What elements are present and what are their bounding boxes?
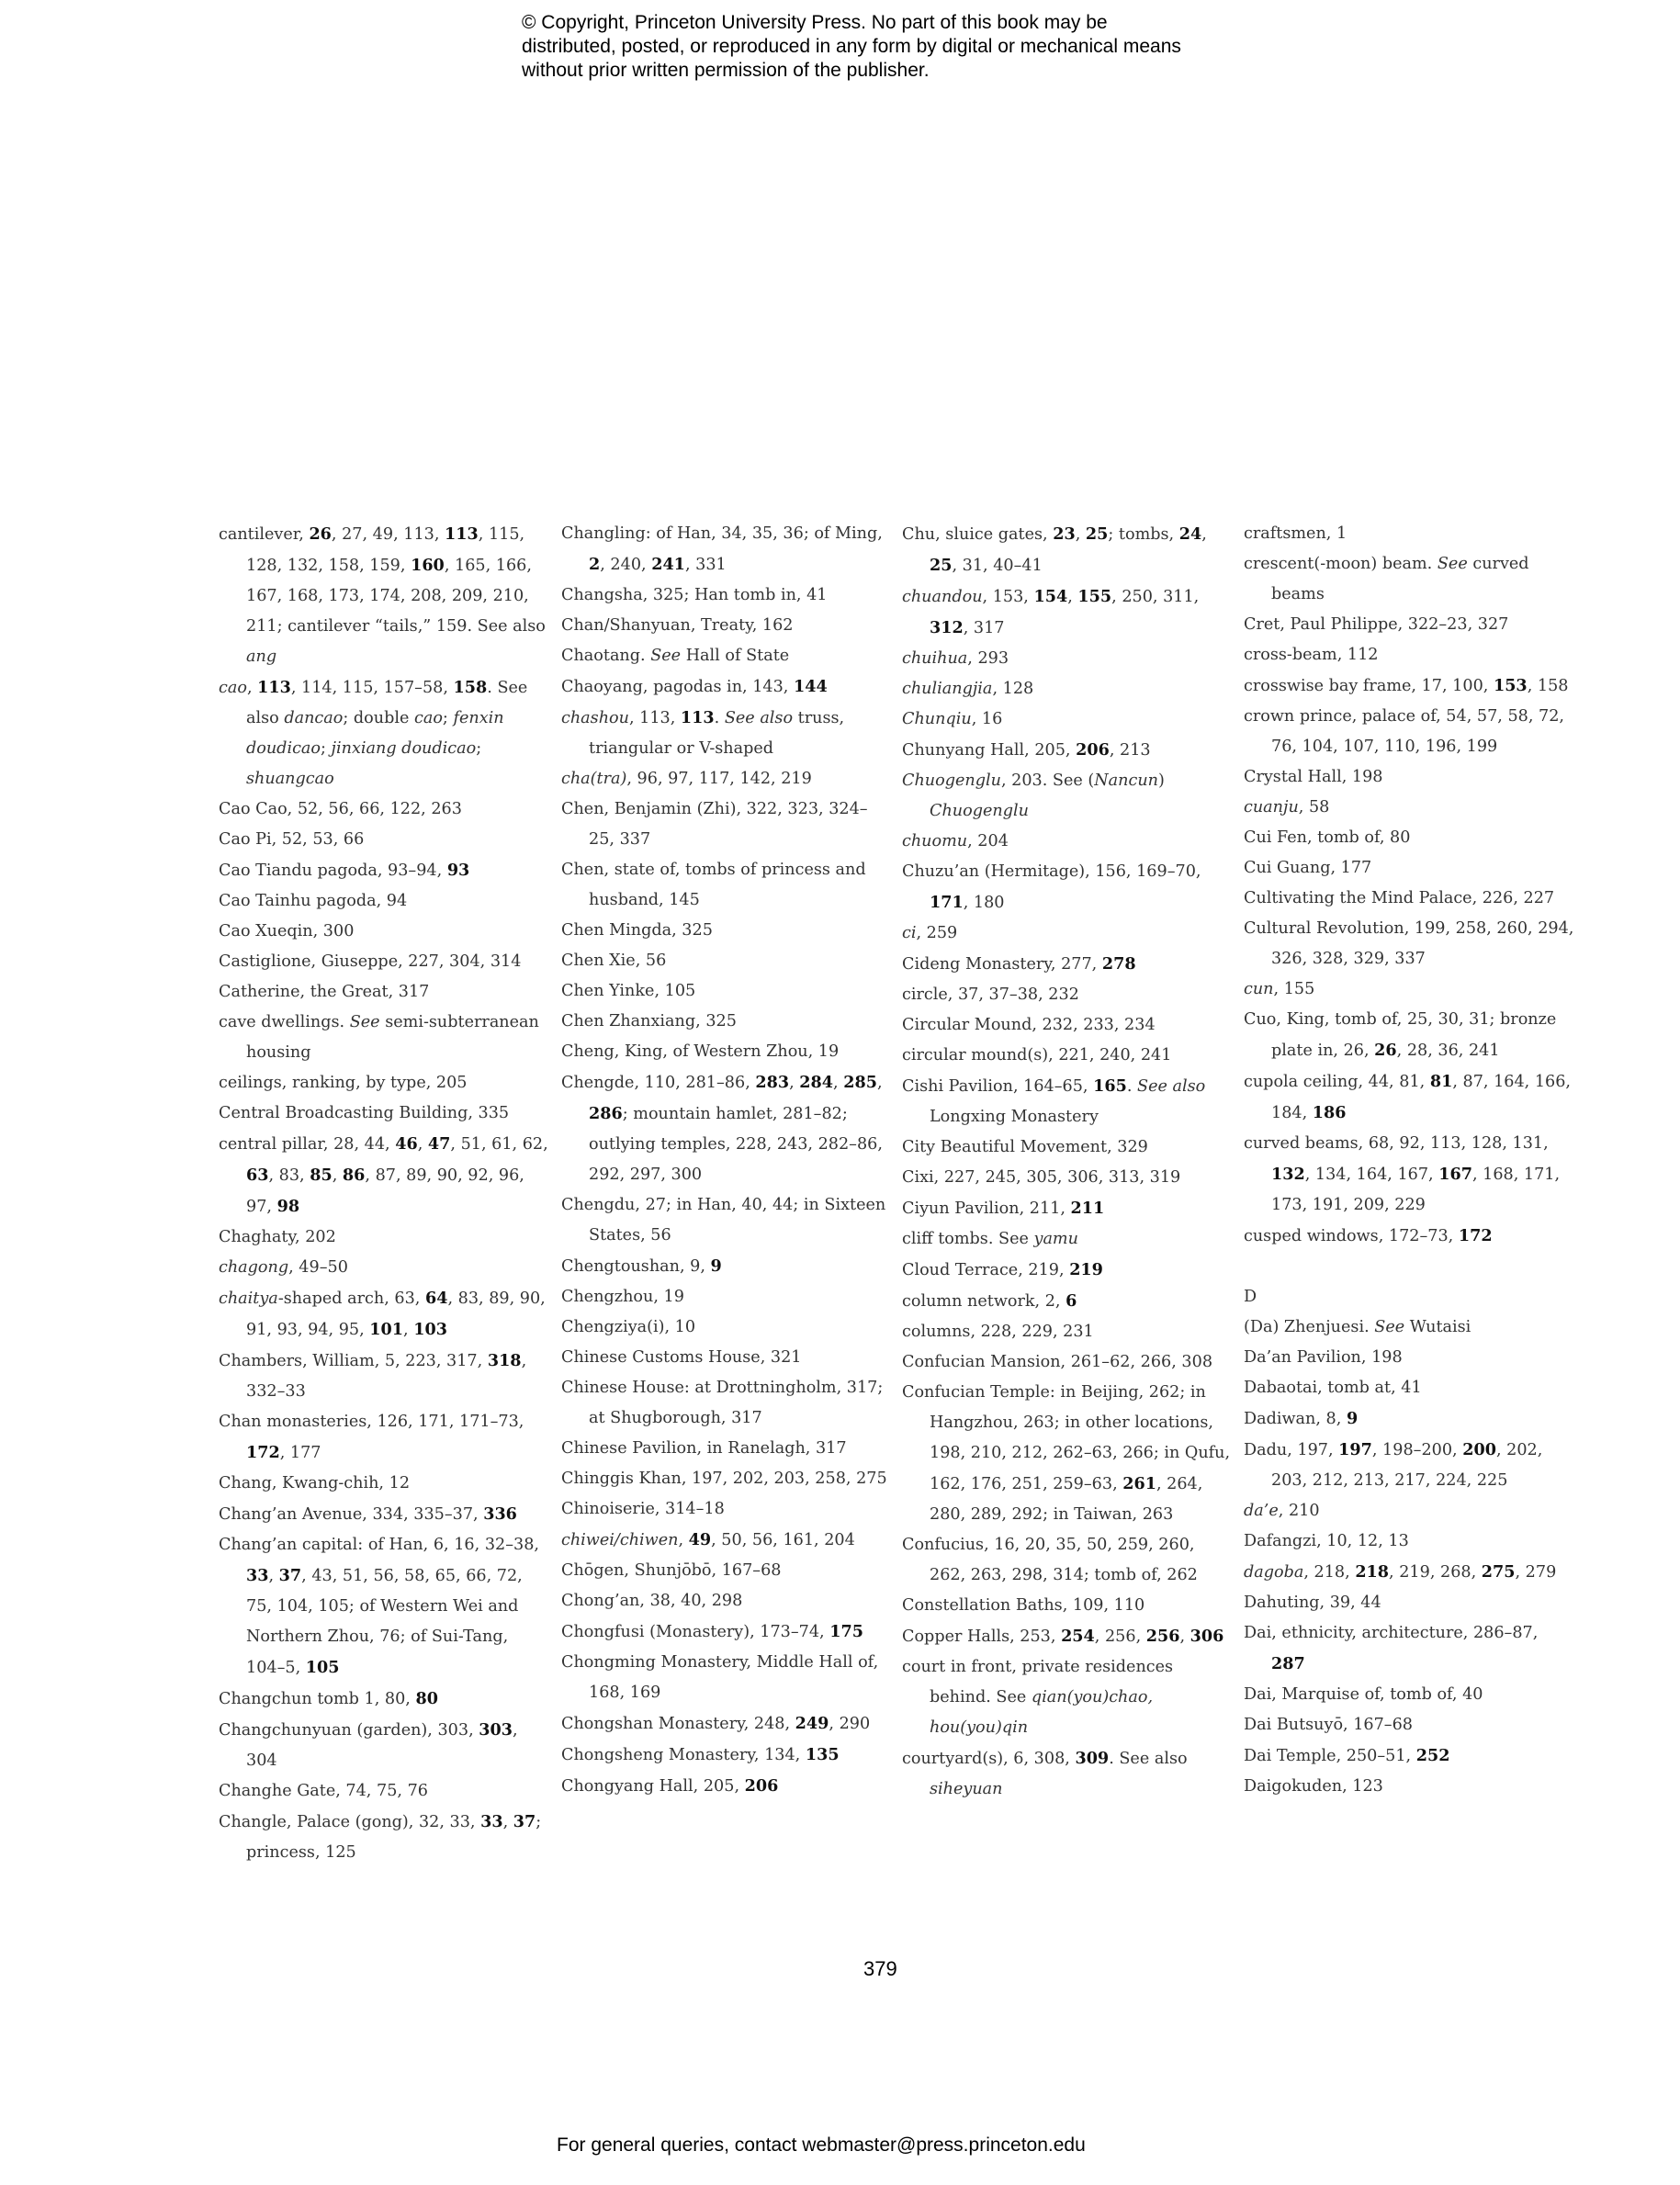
index-entry: cliff tombs. See yamu	[902, 1230, 1078, 1248]
index-entry: Dabaotai, tomb at, 41	[1244, 1379, 1422, 1397]
index-entry: Cret, Paul Philippe, 322–23, 327	[1244, 615, 1509, 634]
index-entry: Chongsheng Monastery, 134, 135	[561, 1745, 840, 1764]
index-entry: Chongyang Hall, 205, 206	[561, 1776, 779, 1796]
index-entry: Chengziya(i), 10	[561, 1318, 696, 1336]
index-entry: Cishi Pavilion, 164–65, 165. See also Longxing Monastery	[902, 1076, 1206, 1126]
index-entry: Chuzu’an (Hermitage), 156, 169–70, 171, 180	[902, 862, 1201, 912]
index-entry: cuanju, 58	[1244, 798, 1330, 817]
index-entry: central pillar, 28, 44, 46, 47, 51, 61, 62, 63, 83, 85, 86, 87, 89, 90, 92, 96, 97, 98	[219, 1134, 548, 1216]
index-entry: cusped windows, 172–73, 172	[1244, 1226, 1493, 1245]
index-entry: City Beautiful Movement, 329	[902, 1138, 1148, 1156]
index-entry: Catherine, the Great, 317	[219, 983, 430, 1001]
index-entry: Chongfusi (Monastery), 173–74, 175	[561, 1622, 863, 1641]
index-entry: Dai Temple, 250–51, 252	[1244, 1746, 1450, 1765]
index-entry: Changchun tomb 1, 80, 80	[219, 1689, 438, 1708]
index-entry: cave dwellings. See semi-subterranean housing	[219, 1013, 539, 1062]
index-entry: Copper Halls, 253, 254, 256, 256, 306	[902, 1627, 1224, 1646]
index-entry: Chunqiu, 16	[902, 710, 1003, 728]
index-entry: cha(tra), 96, 97, 117, 142, 219	[561, 770, 812, 788]
index-entry: courtyard(s), 6, 308, 309. See also siheyuan	[902, 1749, 1188, 1798]
index-entry: chagong, 49–50	[219, 1258, 348, 1277]
index-entry: chuihua, 293	[902, 649, 1009, 668]
index-entry: Daigokuden, 123	[1244, 1777, 1383, 1796]
index-entry: chaitya-shaped arch, 63, 64, 83, 89, 90, 91, 93, 94, 95, 101, 103	[219, 1289, 546, 1339]
index-entry: ci, 259	[902, 924, 958, 942]
index-entry: Changling: of Han, 34, 35, 36; of Ming, 2, 240, 241, 331	[561, 524, 883, 574]
index-entry: curved beams, 68, 92, 113, 128, 131, 132, 134, 164, 167, 167, 168, 171, 173, 191, 209, 229	[1244, 1134, 1561, 1214]
index-entry: Central Broadcasting Building, 335	[219, 1104, 510, 1122]
index-entry: Chen Yinke, 105	[561, 982, 696, 1000]
index-entry: Constellation Baths, 109, 110	[902, 1596, 1145, 1615]
index-entry: Confucian Mansion, 261–62, 266, 308	[902, 1353, 1213, 1371]
index-entry: Chambers, William, 5, 223, 317, 318, 332–33	[219, 1351, 527, 1401]
index-entry: craftsmen, 1	[1244, 524, 1347, 543]
index-entry: Chaotang. See Hall of State	[561, 647, 790, 665]
index-column-1	[219, 519, 549, 1868]
index-entry: Chengde, 110, 281–86, 283, 284, 285, 286; mountain hamlet, 281–82; outlying temples, 228, 243, 282–86, 292, 297, 300	[561, 1073, 883, 1184]
index-entry: Chaghaty, 202	[219, 1228, 336, 1246]
index-entry: Chinggis Khan, 197, 202, 203, 258, 275	[561, 1470, 887, 1488]
index-entry: Chengzhou, 19	[561, 1288, 684, 1306]
index-entry: Chongming Monastery, Middle Hall of, 168, 169	[561, 1653, 879, 1702]
index-entry: Chan monasteries, 126, 171, 171–73, 172, 177	[219, 1413, 524, 1462]
index-entry: circle, 37, 37–38, 232	[902, 986, 1079, 1004]
index-entry: Dafangzi, 10, 12, 13	[1244, 1532, 1409, 1550]
index-entry: Chinese House: at Drottningholm, 317; at Shugborough, 317	[561, 1379, 884, 1427]
index-entry: Cultural Revolution, 199, 258, 260, 294, 326, 328, 329, 337	[1244, 919, 1574, 968]
index-entry: Chong’an, 38, 40, 298	[561, 1592, 743, 1610]
index-entry: columns, 228, 229, 231	[902, 1323, 1094, 1341]
index-entry: dagoba, 218, 218, 219, 268, 275, 279	[1244, 1562, 1557, 1582]
index-entry: cao, 113, 114, 115, 157–58, 158. See also dancao; double cao; fenxin doudicao; jinxiang doudicao; shuangcao	[219, 678, 528, 788]
index-entry: Chaoyang, pagodas in, 143, 144	[561, 677, 828, 696]
index-entry: Cao Tainhu pagoda, 94	[219, 892, 408, 910]
index-entry: Chan/Shanyuan, Treaty, 162	[561, 616, 794, 635]
index-entry: Chang’an Avenue, 334, 335–37, 336	[219, 1504, 517, 1524]
footer-contact: For general queries, contact webmaster@press.princeton.edu	[557, 2134, 1086, 2156]
index-entry: Chinoiserie, 314–18	[561, 1500, 725, 1518]
index-entry: Dai Butsuyō, 167–68	[1244, 1716, 1413, 1734]
index-entry: Confucian Temple: in Beijing, 262; in Hangzhou, 263; in other locations, 198, 210, 212, 262–63, 266; in Qufu, 162, 176, 251, 259–63, 261, 264, 280, 289, 292; in Taiwan, 263	[902, 1383, 1231, 1524]
index-entry: Cuo, King, tomb of, 25, 30, 31; bronze plate in, 26, 26, 28, 36, 241	[1244, 1010, 1557, 1060]
index-entry: Chu, sluice gates, 23, 25; tombs, 24, 25, 31, 40–41	[902, 524, 1207, 575]
page-number: 379	[863, 1957, 897, 1980]
index-entry: Castiglione, Giuseppe, 227, 304, 314	[219, 952, 522, 971]
index-column-4	[1244, 519, 1574, 1802]
index-entry: Chen, Benjamin (Zhi), 322, 323, 324–25, 337	[561, 800, 868, 849]
index-entry: Changchunyuan (garden), 303, 303, 304	[219, 1720, 518, 1770]
index-column-2	[561, 519, 892, 1802]
index-entry: Dai, ethnicity, architecture, 286–87, 287	[1244, 1624, 1539, 1673]
index-entry: chuandou, 153, 154, 155, 250, 311, 312, 317	[902, 587, 1200, 637]
index-entry: Crystal Hall, 198	[1244, 768, 1383, 786]
index-entry: Chengdu, 27; in Han, 40, 44; in Sixteen States, 56	[561, 1196, 886, 1245]
index-entry: cross-beam, 112	[1244, 646, 1379, 664]
index-entry: Cui Fen, tomb of, 80	[1244, 828, 1411, 847]
index-entry: crescent(-moon) beam. See curved beams	[1244, 555, 1529, 603]
index-entry: circular mound(s), 221, 240, 241	[902, 1046, 1172, 1064]
index-entry: Chen Mingda, 325	[561, 921, 713, 940]
index-entry: Changhe Gate, 74, 75, 76	[219, 1782, 428, 1800]
index-entry: Chang, Kwang-chih, 12	[219, 1474, 411, 1492]
index-entry: Chuogenglu, 203. See (Nancun) Chuogenglu	[902, 772, 1165, 820]
index-entry: (Da) Zhenjuesi. See Wutaisi	[1244, 1318, 1471, 1336]
index-entry: chiwei/chiwen, 49, 50, 56, 161, 204	[561, 1530, 855, 1549]
index-entry: crosswise bay frame, 17, 100, 153, 158	[1244, 676, 1569, 695]
index-entry: Chinese Customs House, 321	[561, 1348, 802, 1367]
index-entry: Chōgen, Shunjōbō, 167–68	[561, 1561, 782, 1580]
index-entry: chashou, 113, 113. See also truss, triangular or V-shaped	[561, 708, 845, 758]
index-entry: Chengtoushan, 9, 9	[561, 1256, 722, 1276]
index-entry: Chang’an capital: of Han, 6, 16, 32–38, 33, 37, 43, 51, 56, 58, 65, 66, 72, 75, 104, 105; of Western Wei and Northern Zhou, 76; of Sui-Tang, 104–5, 105	[219, 1536, 539, 1677]
index-entry: cantilever, 26, 27, 49, 113, 113, 115, 128, 132, 158, 159, 160, 165, 166, 167, 168, 173, 174, 208, 209, 210, 211; cantilever “tails,” 159. See also ang	[219, 524, 546, 666]
index-entry: Circular Mound, 232, 233, 234	[902, 1016, 1156, 1034]
index-entry: Cultivating the Mind Palace, 226, 227	[1244, 889, 1555, 907]
index-entry: Cao Tiandu pagoda, 93–94, 93	[219, 861, 470, 880]
index-entry: Changle, Palace (gong), 32, 33, 33, 37; princess, 125	[219, 1812, 542, 1862]
index-entry: Chongshan Monastery, 248, 249, 290	[561, 1714, 871, 1733]
index-entry: da’e, 210	[1244, 1502, 1320, 1520]
index-entry: column network, 2, 6	[902, 1291, 1077, 1311]
index-entry: Dahuting, 39, 44	[1244, 1594, 1381, 1612]
index-entry: chuliangjia, 128	[902, 680, 1034, 698]
index-entry: Ciyun Pavilion, 211, 211	[902, 1199, 1105, 1218]
index-entry: Dadiwan, 8, 9	[1244, 1409, 1359, 1428]
index-entry: Cao Pi, 52, 53, 66	[219, 830, 365, 849]
index-entry: court in front, private residences behind. See qian(you)chao, hou(you)qin	[902, 1658, 1174, 1737]
index-entry: Chinese Pavilion, in Ranelagh, 317	[561, 1439, 847, 1458]
index-entry: Chunyang Hall, 205, 206, 213	[902, 740, 1151, 760]
index-entry: chuomu, 204	[902, 832, 1009, 850]
index-entry: Cui Guang, 177	[1244, 859, 1372, 877]
index-entry: Cao Cao, 52, 56, 66, 122, 263	[219, 800, 462, 818]
index-column-3	[902, 519, 1233, 1805]
index-entry: Chen, state of, tombs of princess and husband, 145	[561, 861, 866, 909]
index-entry: Changsha, 325; Han tomb in, 41	[561, 586, 828, 604]
copyright-notice: © Copyright, Princeton University Press. No part of this book may be distributed, posted, or reproduced in any form by digital or mechanical means without prior written permission of the publisher.	[522, 12, 1181, 81]
index-entry: cun, 155	[1244, 980, 1315, 998]
index-entry: Cheng, King, of Western Zhou, 19	[561, 1042, 840, 1061]
section-letter: D	[1244, 1288, 1257, 1306]
index-entry: Da’an Pavilion, 198	[1244, 1348, 1403, 1367]
index-entry: Dadu, 197, 197, 198–200, 200, 202, 203, 212, 213, 217, 224, 225	[1244, 1440, 1543, 1490]
index-entry: Chen Zhanxiang, 325	[561, 1012, 737, 1031]
index-entry: Cao Xueqin, 300	[219, 922, 355, 940]
index-entry: Dai, Marquise of, tomb of, 40	[1244, 1685, 1483, 1704]
index-entry: Confucius, 16, 20, 35, 50, 259, 260, 262, 263, 298, 314; tomb of, 262	[902, 1536, 1198, 1584]
index-entry: cupola ceiling, 44, 81, 81, 87, 164, 166, 184, 186	[1244, 1072, 1572, 1122]
index-entry: Cideng Monastery, 277, 278	[902, 954, 1136, 974]
index-entry: Cixi, 227, 245, 305, 306, 313, 319	[902, 1168, 1181, 1187]
index-entry: Chen Xie, 56	[561, 952, 667, 970]
index-entry: Cloud Terrace, 219, 219	[902, 1260, 1103, 1279]
index-entry: crown prince, palace of, 54, 57, 58, 72, 76, 104, 107, 110, 196, 199	[1244, 707, 1565, 756]
index-entry: ceilings, ranking, by type, 205	[219, 1074, 468, 1092]
